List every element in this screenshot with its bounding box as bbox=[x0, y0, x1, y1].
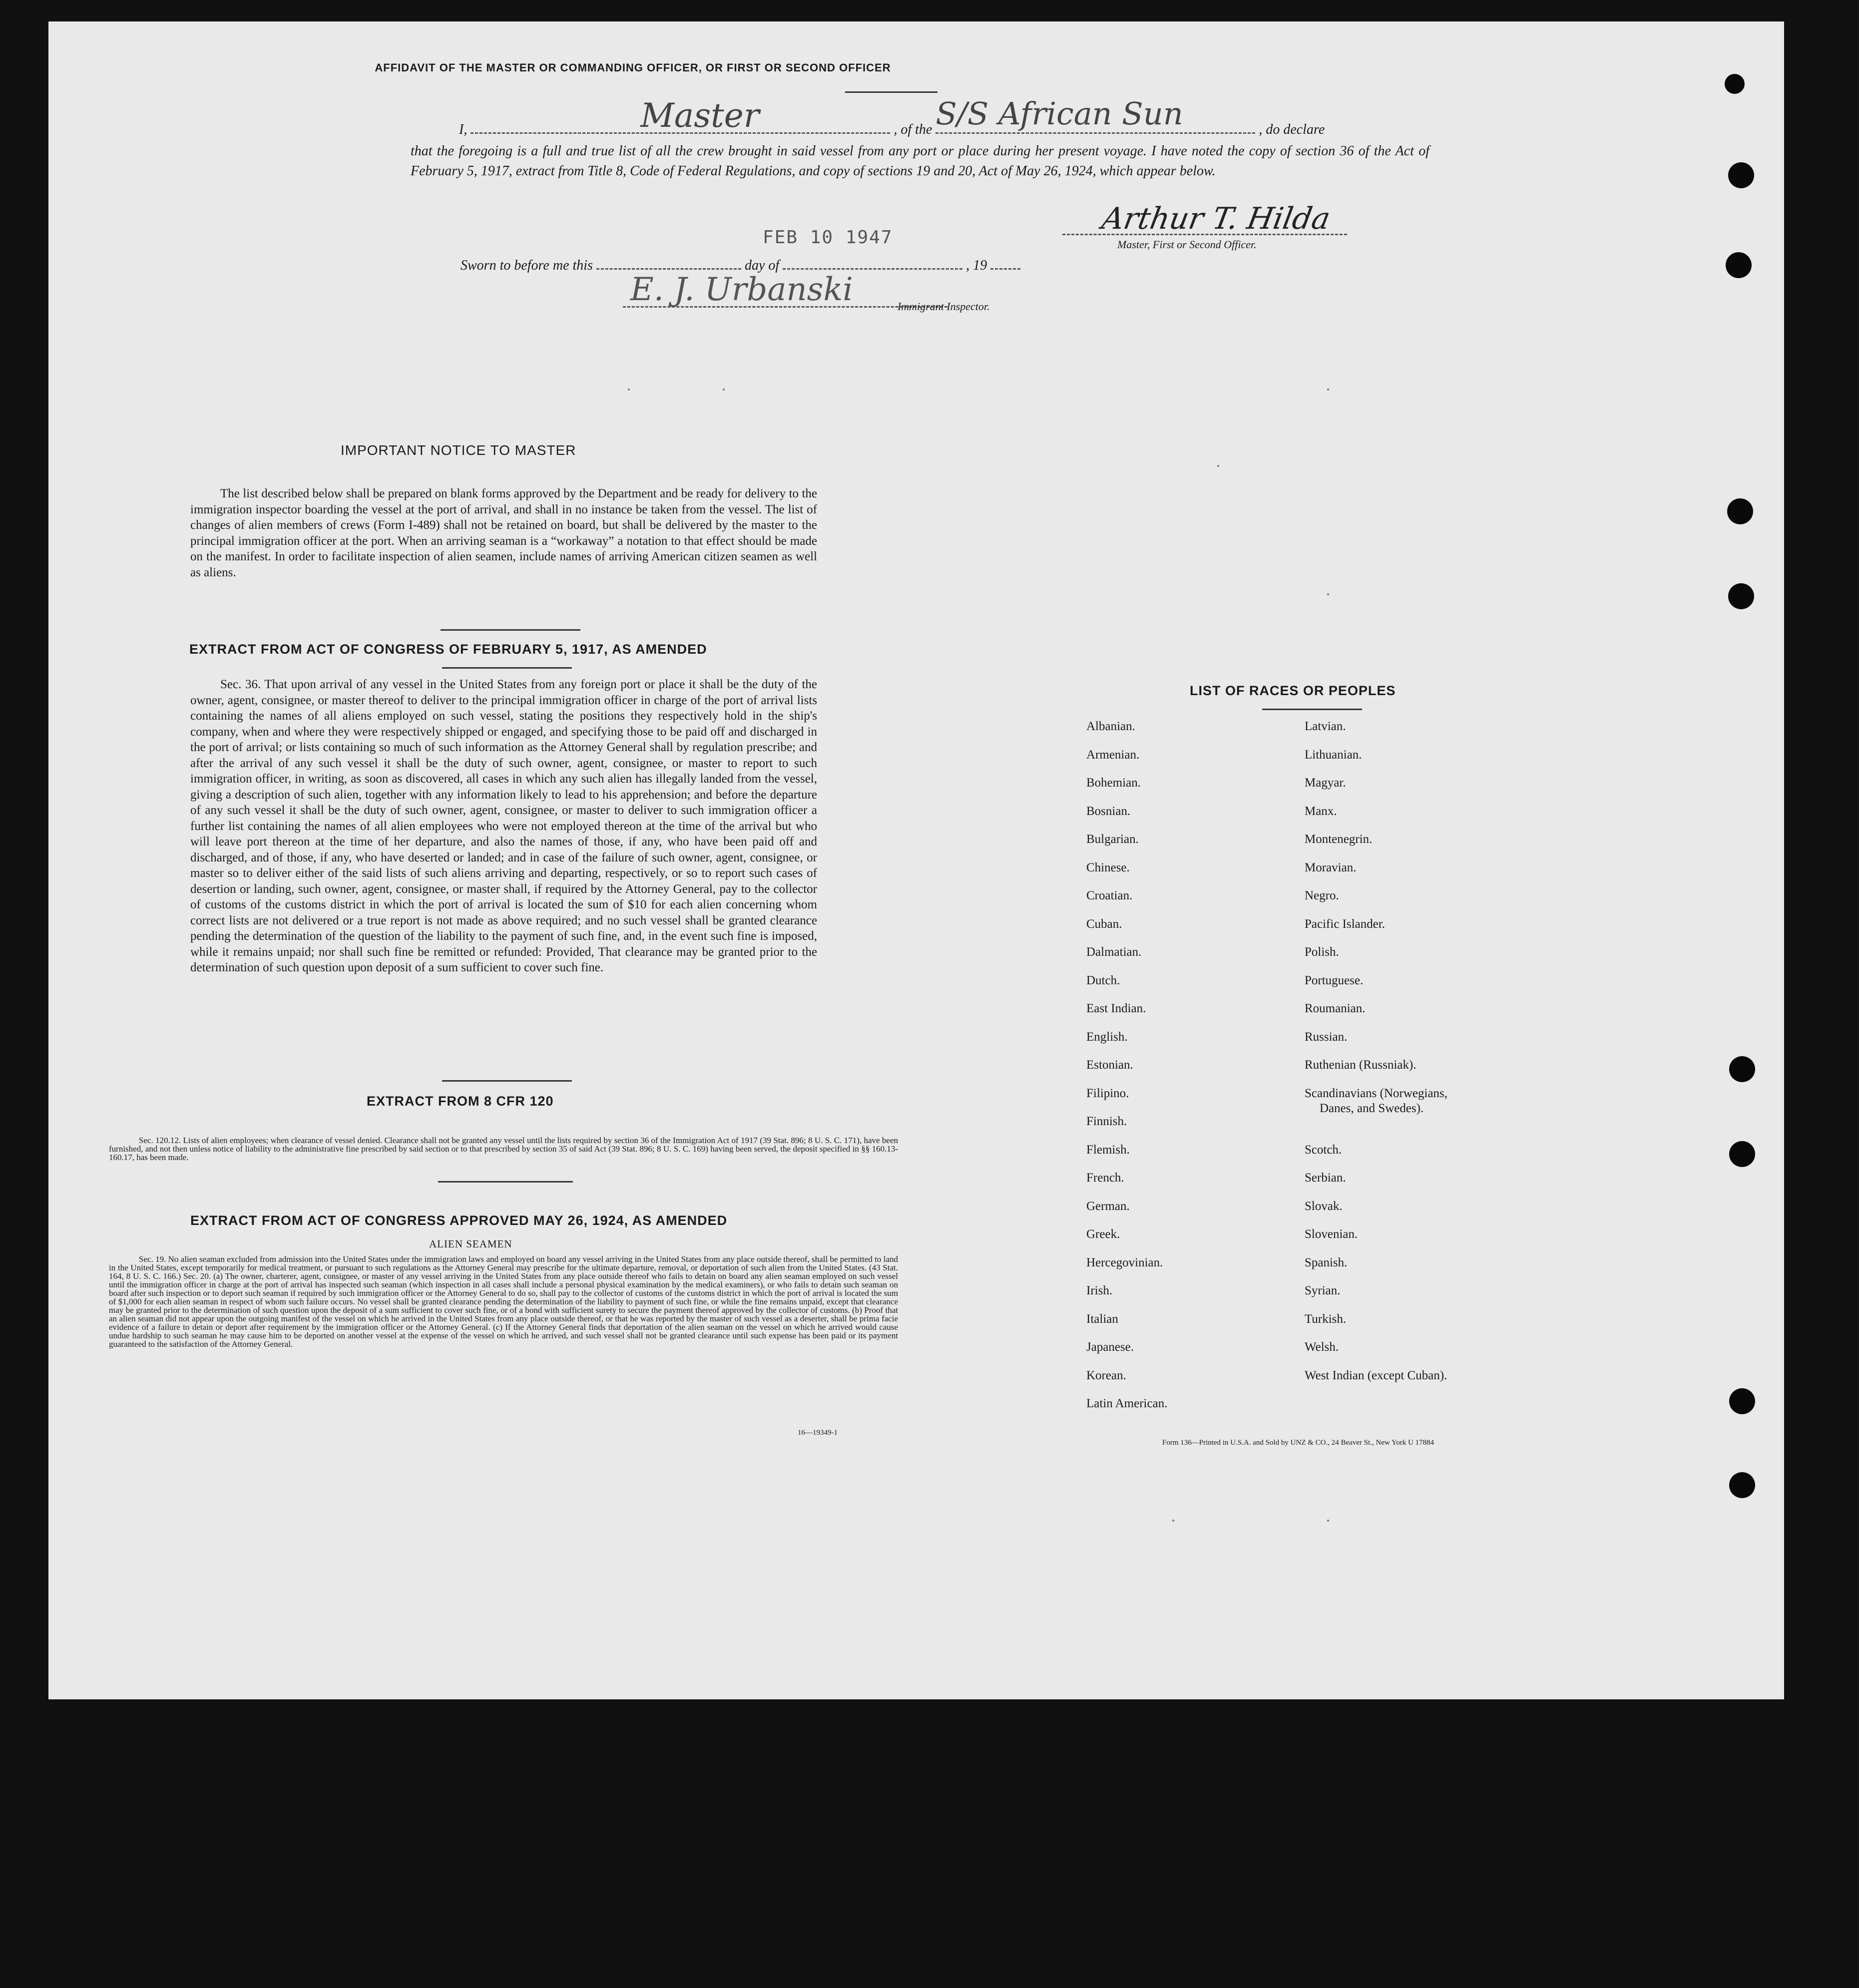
sworn-month-field bbox=[783, 256, 962, 270]
date-stamp: FEB 10 1947 bbox=[763, 227, 893, 248]
race-item: Bohemian. bbox=[1086, 776, 1141, 790]
notice-divider bbox=[441, 629, 580, 631]
paper-speck bbox=[628, 389, 630, 391]
race-item: Slovenian. bbox=[1305, 1227, 1358, 1241]
race-item: Scotch. bbox=[1305, 1143, 1342, 1157]
race-item: Finnish. bbox=[1086, 1115, 1127, 1128]
of-the-label: , of the bbox=[894, 122, 932, 137]
race-item: Montenegrin. bbox=[1305, 832, 1373, 846]
race-item: Portuguese. bbox=[1305, 973, 1364, 987]
race-item: Croatian. bbox=[1086, 889, 1133, 902]
sworn-year-field bbox=[990, 256, 1020, 270]
binder-hole bbox=[1729, 1472, 1755, 1498]
binder-hole bbox=[1725, 74, 1745, 94]
race-item: Bosnian. bbox=[1086, 804, 1131, 818]
race-item: Lithuanian. bbox=[1305, 748, 1362, 762]
race-item: Armenian. bbox=[1086, 748, 1140, 762]
race-item: Chinese. bbox=[1086, 860, 1130, 874]
extract-1917-end-divider bbox=[442, 1080, 572, 1082]
race-item: Korean. bbox=[1086, 1368, 1126, 1382]
affidavit-title: AFFIDAVIT OF THE MASTER OR COMMANDING OFFICER, OR FIRST OR SECOND OFFICER bbox=[375, 61, 891, 74]
vessel-field bbox=[935, 95, 1255, 134]
race-item: Scandinavians (Norwegians, bbox=[1305, 1086, 1448, 1100]
signature-caption: Master, First or Second Officer. bbox=[1117, 238, 1257, 251]
race-item: French. bbox=[1086, 1171, 1124, 1185]
master-signature: Arthur T. Hilda bbox=[1099, 201, 1333, 236]
race-item: Japanese. bbox=[1086, 1340, 1134, 1354]
race-item: Italian bbox=[1086, 1312, 1118, 1326]
declaration-prefix: I, bbox=[459, 122, 467, 137]
race-item: Dutch. bbox=[1086, 973, 1120, 987]
paper-speck bbox=[1172, 1520, 1174, 1522]
race-item: Slovak. bbox=[1305, 1199, 1343, 1213]
race-item: Estonian. bbox=[1086, 1058, 1133, 1072]
race-item: Cuban. bbox=[1086, 917, 1122, 931]
declaration-line bbox=[459, 95, 1478, 138]
race-item: Turkish. bbox=[1305, 1312, 1347, 1326]
form-page bbox=[48, 21, 1784, 1699]
binder-hole bbox=[1729, 1141, 1755, 1167]
extract-cfr-divider bbox=[438, 1181, 573, 1183]
extract-cfr-title: EXTRACT FROM 8 CFR 120 bbox=[367, 1094, 554, 1109]
race-item: Filipino. bbox=[1086, 1086, 1129, 1100]
do-declare-label: , do declare bbox=[1259, 122, 1325, 137]
extract-1924-title: EXTRACT FROM ACT OF CONGRESS APPROVED MAY 26, 1924, AS AMENDED bbox=[190, 1213, 728, 1228]
race-item: Manx. bbox=[1305, 804, 1337, 818]
race-item: Roumanian. bbox=[1305, 1002, 1366, 1015]
paper-speck bbox=[1327, 1520, 1329, 1522]
binder-hole bbox=[1728, 162, 1754, 188]
notice-body: The list described below shall be prepared on blank forms approved by the Department and be ready for delivery to the immigration inspector boarding the vessel at the port of arrival, and shall in no instance be taken from the vessel. The list of changes of alien members of crews (Form I-489) shall not be retained on board, but shall be delivered by the master to the principal immigration officer at the port. When an arriving seaman is a “workaway” a notation to that effect should be made on the manifest. In order to facilitate inspection of alien seamen, include names of arriving American citizen seamen as well as aliens. bbox=[190, 487, 817, 579]
race-item: Serbian. bbox=[1305, 1171, 1346, 1185]
race-item: Russian. bbox=[1305, 1030, 1348, 1044]
form-code: 16—19349-1 bbox=[798, 1429, 838, 1437]
race-item: Danes, and Swedes). bbox=[1320, 1101, 1424, 1115]
paper-speck bbox=[1217, 465, 1219, 467]
races-divider bbox=[1262, 709, 1362, 710]
race-item: Irish. bbox=[1086, 1284, 1113, 1297]
signature-line bbox=[1062, 234, 1347, 235]
title-divider bbox=[845, 91, 937, 93]
races-title: LIST OF RACES OR PEOPLES bbox=[1190, 683, 1396, 698]
sworn-year-label: , 19 bbox=[966, 258, 987, 273]
binder-hole bbox=[1729, 1056, 1755, 1082]
declarant-handwritten: Master bbox=[640, 96, 760, 135]
extract-cfr-body: Sec. 120.12. Lists of alien employees; when clearance of vessel denied. Clearance shall not be granted any vessel until the lists required by section 36 of the Immigration Act of 1917 (39 Stat. 896; 8 U. S. C. 171), have been furnished, and not then unless notice of liability to the administrative fine prescribed by said section or to that prescribed by section 35 of said Act (39 Stat. 896; 8 U. S. C. 169) having been served, the deposit specified in §§ 160.13-160.17, has been made. bbox=[109, 1136, 898, 1162]
race-item: Syrian. bbox=[1305, 1284, 1341, 1297]
race-item: Polish. bbox=[1305, 945, 1339, 959]
sworn-prefix: Sworn to before me this bbox=[461, 258, 593, 273]
race-item: Moravian. bbox=[1305, 860, 1357, 874]
extract-1917-title: EXTRACT FROM ACT OF CONGRESS OF FEBRUARY 5, 1917, AS AMENDED bbox=[189, 642, 707, 657]
race-item: Hercegovinian. bbox=[1086, 1255, 1163, 1269]
race-item: West Indian (except Cuban). bbox=[1305, 1368, 1447, 1382]
race-item: Pacific Islander. bbox=[1305, 917, 1386, 931]
printer-imprint: Form 136—Printed in U.S.A. and Sold by UNZ & CO., 24 Beaver St., New York U 17884 bbox=[1162, 1439, 1434, 1447]
race-item: Magyar. bbox=[1305, 776, 1346, 790]
paper-speck bbox=[1327, 593, 1329, 595]
race-item: Negro. bbox=[1305, 889, 1339, 902]
race-item: Greek. bbox=[1086, 1227, 1120, 1241]
inspector-signature: E. J. Urbanski bbox=[630, 271, 853, 308]
race-item: Dalmatian. bbox=[1086, 945, 1142, 959]
vessel-handwritten: S/S African Sun bbox=[935, 95, 1183, 132]
race-item: Albanian. bbox=[1086, 720, 1135, 733]
binder-hole bbox=[1728, 583, 1754, 609]
race-item: Latvian. bbox=[1305, 720, 1346, 733]
binder-hole bbox=[1727, 498, 1753, 524]
extract-1924-body: Sec. 19. No alien seaman excluded from admission into the United States under the immigration laws and employed on board any vessel arriving in the United States from any place outside thereof, shall be permitted to land in the United States, except temporarily for medical treatment, or pursuant to such regulations as the Attorney General may prescribe for the ultimate departure, removal, or deportation of such alien from the United States. (43 Stat. 164, 8 U. S. C. 166.) Sec. 20. (a) The owner, charterer, agent, consignee, or master of any vessel arriving in the United States from any place outside thereof who fails to detain on board any alien seaman employed on such vessel until the immigration officer in charge at the port of arrival has inspected such seaman (which inspection in all cases shall include a personal physical examination by the medical examiners), or who fails to detain such seaman on board after such inspection or to deport such seaman if required by such immigration officer or the Attorney General to do so, shall pay to the collector of customs of the customs district in which the port of arrival is located the sum of $1,000 for each alien seaman in respect of whom such failure occurs. No vessel shall be granted clearance pending the determination of the liability to payment of such fine, or while the fine remains unpaid, except that clearance may be granted prior to the determination of such question upon the deposit of a sum sufficient to cover such fine, or of a bond with sufficient surety to secure the payment thereof approved by the collector of customs. (b) Proof that an alien seaman did not appear upon the outgoing manifest of the vessel on which he arrived in the United States from any place outside thereof, or that he was reported by the master of such vessel as a deserter, shall be prima facie evidence of a failure to detain or deport after requirement by the immigration officer or the Attorney General. (c) If the Attorney General finds that deportation of the alien seaman on the vessel on which he arrived would cause undue hardship to such seaman he may cause him to be deported on another vessel at the expense of the vessel on which he arrived, and such vessel shall not be granted clearance until such expense has been paid or its payment guaranteed to the satisfaction of the Attorney General. bbox=[109, 1254, 898, 1349]
declaration-body: that the foregoing is a full and true list of all the crew brought in said vessel from any port or place during her present voyage. I have noted the copy of section 36 of the Act of February 5, 1917, extract from Title 8, Code of Federal Regulations, and copy of sections 19 and 20, Act of May 26, 1924, which appear below. bbox=[411, 143, 1429, 179]
sworn-day-label: day of bbox=[744, 258, 780, 273]
binder-hole bbox=[1726, 252, 1752, 278]
binder-hole bbox=[1729, 1388, 1755, 1414]
extract-1917-divider bbox=[442, 667, 572, 669]
race-item: English. bbox=[1086, 1030, 1128, 1044]
race-item: Spanish. bbox=[1305, 1255, 1348, 1269]
race-item: East Indian. bbox=[1086, 1002, 1146, 1015]
sworn-day-field bbox=[596, 256, 741, 270]
declarant-field bbox=[470, 96, 890, 135]
paper-speck bbox=[723, 389, 725, 391]
race-item: Ruthenian (Russniak). bbox=[1305, 1058, 1416, 1072]
race-item: Bulgarian. bbox=[1086, 832, 1139, 846]
race-item: Latin American. bbox=[1086, 1397, 1168, 1410]
race-item: German. bbox=[1086, 1199, 1130, 1213]
notice-title: IMPORTANT NOTICE TO MASTER bbox=[341, 442, 576, 458]
race-item: Flemish. bbox=[1086, 1143, 1130, 1157]
extract-1924-subtitle: ALIEN SEAMEN bbox=[429, 1238, 512, 1250]
paper-speck bbox=[1327, 389, 1329, 391]
extract-1917-body: Sec. 36. That upon arrival of any vessel in the United States from any foreign port or place it shall be the duty of the owner, agent, consignee, or master thereof to deliver to the principal immigration officer in charge of the port of arrival lists containing the names of all aliens employed on such vessel, stating the positions they respectively hold in the ship's company, when and where they were respectively shipped or engaged, and specifying those to be paid off and discharged in the port of arrival; or lists containing so much of such information as the Attorney General shall by regulation prescribe; and after the arrival of any such vessel it shall be the duty of such owner, agent, consignee, or master to report to such immigration officer, in writing, as soon as discovered, all cases in which any such alien has illegally landed from the vessel, giving a description of such alien, together with any information likely to lead to his apprehension; and before the departure of any such vessel it shall be the duty of such owner, agent, consignee, or master to deliver to such immigration officer a further list containing the names of all alien employees who were not employed thereon at the time of the arrival but who will leave port thereon at the time of her departure, and also the names of those, if any, who have been paid off and discharged, and of those, if any, who have deserted or landed; and in case of the failure of such owner, agent, consignee, or master so to deliver either of the said lists of such aliens arriving and departing, respectively, or so to report such cases of desertion or landing, such owner, agent, consignee, or master shall, if required by the Attorney General, pay to the collector of customs of the customs district in which the port of arrival is located the sum of $10 for each alien concerning whom correct lists are not delivered or a true report is not made as above required; and no such vessel shall be granted clearance pending the determination of the question of the liability to the payment of such fine, and, in the event such fine is imposed, while it remains unpaid; nor shall such fine be remitted or refunded: Provided, That clearance may be granted prior to the determination of such question upon deposit of a sum sufficient to cover such fine. bbox=[190, 678, 817, 974]
inspector-caption: Immigrant Inspector. bbox=[898, 300, 990, 313]
race-item: Welsh. bbox=[1305, 1340, 1339, 1354]
